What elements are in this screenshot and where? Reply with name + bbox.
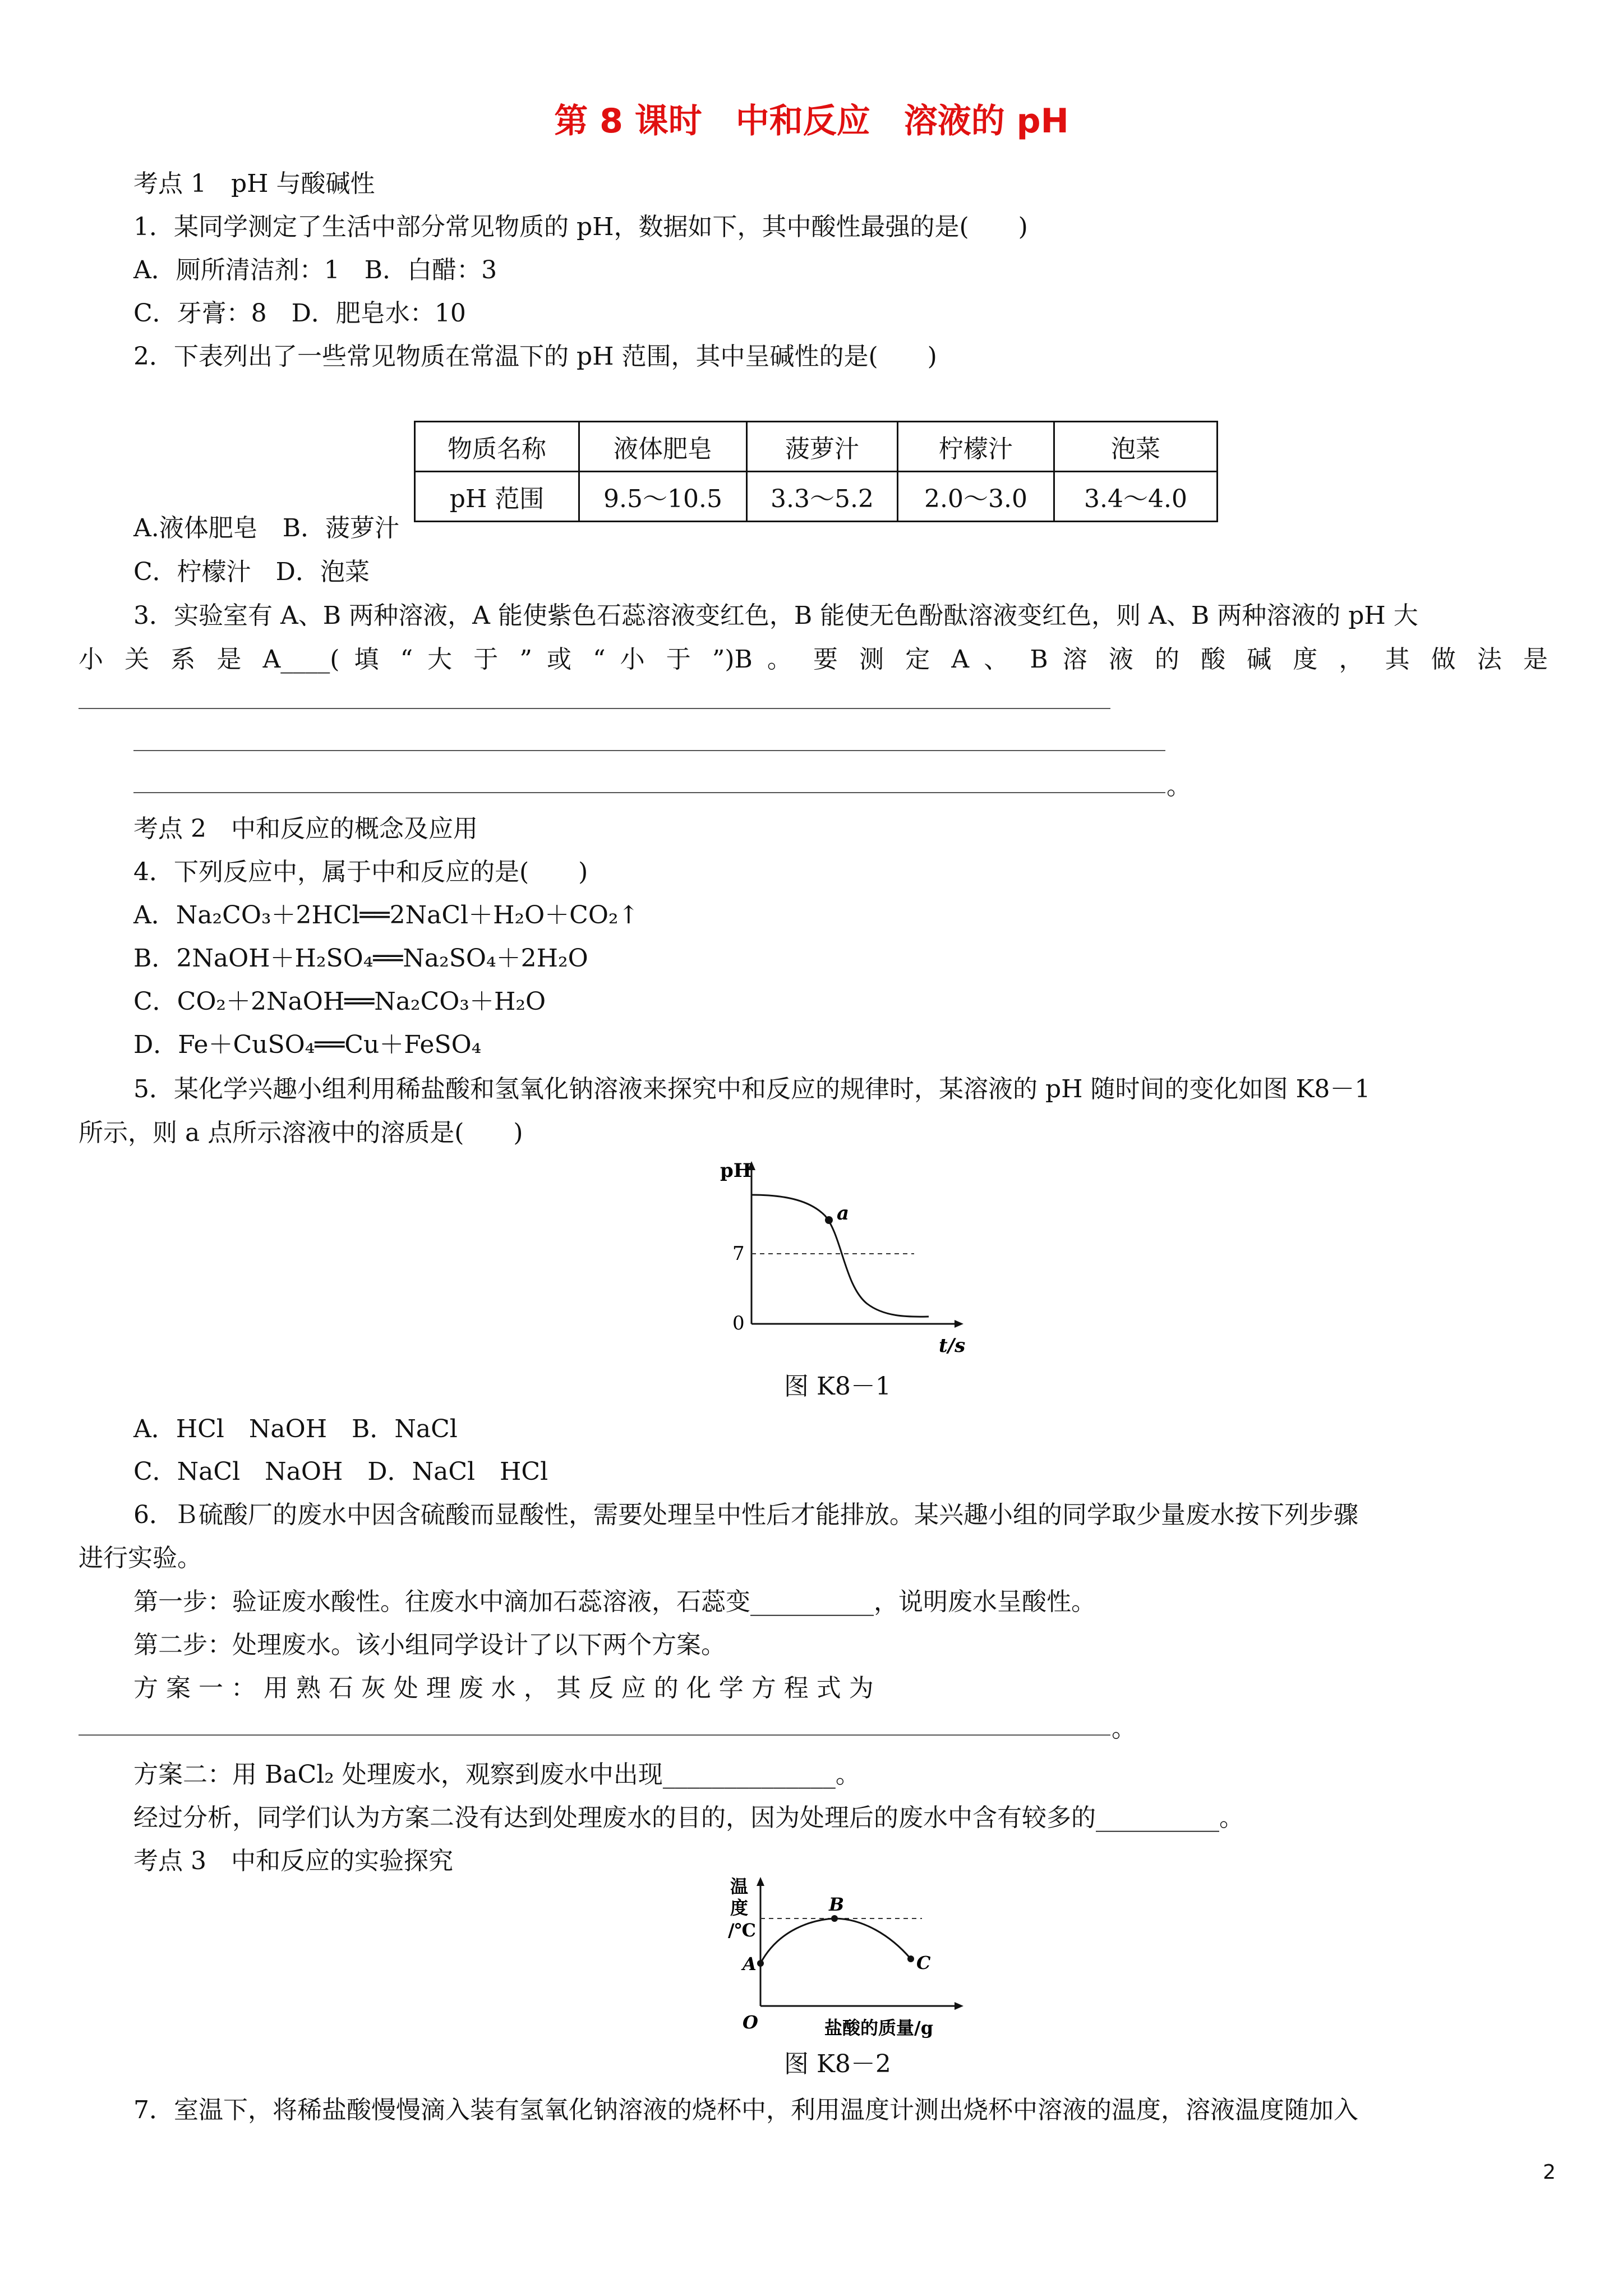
table-cell: 3.4～4.0 bbox=[1054, 472, 1218, 522]
q1-options-ab: A．厕所清洁剂：1 B．白醋：3 bbox=[133, 256, 497, 284]
q5-options-cd: C．NaCl NaOH D．NaCl HCl bbox=[133, 1457, 548, 1486]
origin-label: 0 bbox=[732, 1312, 745, 1335]
q7-line-1: 7．室温下，将稀盐酸慢慢滴入装有氢氧化钠溶液的烧杯中，利用温度计测出烧杯中溶液的温度，溶液温度随加入 bbox=[133, 2096, 1358, 2124]
table-cell: 2.0～3.0 bbox=[898, 472, 1054, 522]
figure-caption-k8-1: 图 K8－1 bbox=[784, 1372, 891, 1401]
y-axis-label: pH bbox=[720, 1159, 751, 1182]
ph-time-graph bbox=[704, 1157, 996, 1364]
x-axis-arrow bbox=[955, 2002, 963, 2010]
table-row-label: pH 范围 bbox=[415, 472, 579, 522]
q4-stem: 4．下列反应中，属于中和反应的是( ) bbox=[133, 858, 588, 886]
table-header-cell: 液体肥皂 bbox=[579, 422, 747, 472]
figure-caption-k8-2: 图 K8－2 bbox=[784, 2050, 891, 2078]
q4-option-b bbox=[133, 942, 588, 976]
point-a-label: A bbox=[743, 1953, 757, 1975]
table-header-cell: 菠萝汁 bbox=[747, 422, 898, 472]
x-axis-label: 盐酸的质量/g bbox=[824, 2017, 934, 2039]
q6-line-1: 6．Ｂ硫酸厂的废水中因含硫酸而显酸性，需要处理呈中性后才能排放。某兴趣小组的同学取少量废水按下列步骤 bbox=[133, 1501, 1358, 1529]
point-a-marker bbox=[757, 1960, 764, 1967]
q3-line-2: 小 关 系 是 A____( 填 “ 大 于 ” 或 “ 小 于 ”)B 。 要 测 定 A 、 B 溶 液 的 酸 碱 度 ， 其 做 法 是 bbox=[79, 645, 1548, 674]
q6-plan-2: 方案二：用 BaCl₂ 处理废水，观察到废水中出现______________。 bbox=[133, 1760, 860, 1789]
option-label: C． bbox=[133, 987, 177, 1016]
q3-end-mark: 。 bbox=[1166, 772, 1191, 800]
answer-blank-line bbox=[133, 792, 1165, 793]
x-axis-arrow bbox=[955, 1320, 963, 1328]
q6-analysis: 经过分析，同学们认为方案二没有达到处理废水的目的，因为处理后的废水中含有较多的__________。 bbox=[133, 1803, 1244, 1832]
temperature-graph bbox=[728, 1874, 986, 2042]
q4-option-c bbox=[133, 985, 546, 1019]
y-axis-label-line-3: /℃ bbox=[728, 1920, 757, 1941]
table-cell: 3.3～5.2 bbox=[747, 472, 898, 522]
ph-table-value-row bbox=[415, 472, 1218, 522]
point-b-marker bbox=[831, 1915, 838, 1922]
q5-options-ab: A．HCl NaOH B．NaCl bbox=[133, 1415, 458, 1443]
point-c-marker bbox=[907, 1955, 914, 1962]
table-cell: 9.5～10.5 bbox=[579, 472, 747, 522]
section-heading-2: 考点 2 中和反应的概念及应用 bbox=[133, 815, 478, 843]
q2-options-ab: A.液体肥皂 B．菠萝汁 bbox=[133, 514, 400, 542]
q5-line-1: 5．某化学兴趣小组利用稀盐酸和氢氧化钠溶液来探究中和反应的规律时，某溶液的 pH 随时间的变化如图 K8－1 bbox=[133, 1075, 1371, 1103]
chemical-equation: 2NaOH＋H₂SO₄══Na₂SO₄＋2H₂O bbox=[176, 944, 588, 973]
point-a-label: a bbox=[837, 1202, 850, 1225]
chemical-equation: CO₂＋2NaOH══Na₂CO₃＋H₂O bbox=[177, 987, 546, 1016]
answer-blank-line bbox=[79, 1734, 1110, 1736]
q2-options-cd: C．柠檬汁 D．泡菜 bbox=[133, 558, 370, 586]
q2-stem: 2．下表列出了一些常见物质在常温下的 pH 范围，其中呈碱性的是( ) bbox=[133, 342, 937, 371]
point-a-marker bbox=[825, 1216, 833, 1224]
y-axis-arrow bbox=[757, 1877, 764, 1886]
section-heading-3: 考点 3 中和反应的实验探究 bbox=[133, 1847, 453, 1875]
point-c-label: C bbox=[916, 1952, 931, 1973]
point-b-label: B bbox=[829, 1894, 845, 1915]
x-axis-label: t/s bbox=[939, 1335, 966, 1357]
chemical-equation: Na₂CO₃＋2HCl══2NaCl＋H₂O＋CO₂↑ bbox=[176, 901, 639, 930]
q4-option-d bbox=[133, 1028, 481, 1062]
chemical-equation: Fe＋CuSO₄══Cu＋FeSO₄ bbox=[178, 1030, 482, 1059]
q5-line-2: 所示，则 a 点所示溶液中的溶质是( ) bbox=[79, 1119, 523, 1147]
option-label: A． bbox=[133, 901, 176, 930]
table-header-cell: 泡菜 bbox=[1054, 422, 1218, 472]
q3-line-1: 3．实验室有 A、B 两种溶液，A 能使紫色石蕊溶液变红色，B 能使无色酚酞溶液变红色，则 A、B 两种溶液的 pH 大 bbox=[133, 601, 1418, 630]
q6-step-2: 第二步：处理废水。该小组同学设计了以下两个方案。 bbox=[133, 1631, 726, 1659]
q6-plan-1: 方 案 一 ： 用 熟 石 灰 处 理 废 水 ， 其 反 应 的 化 学 方 程 式 为 bbox=[133, 1674, 874, 1703]
page-number: 2 bbox=[1543, 2161, 1556, 2184]
option-label: D． bbox=[133, 1030, 178, 1059]
option-label: B． bbox=[133, 944, 177, 973]
q4-option-a bbox=[133, 899, 639, 932]
q6-line-2: 进行实验。 bbox=[79, 1544, 202, 1572]
q1-stem: 1．某同学测定了生活中部分常见物质的 pH，数据如下，其中酸性最强的是( ) bbox=[133, 213, 1028, 241]
ph-table bbox=[414, 421, 1218, 522]
temperature-curve bbox=[760, 1918, 911, 1963]
table-header-cell: 柠檬汁 bbox=[898, 422, 1054, 472]
table-header-cell: 物质名称 bbox=[415, 422, 579, 472]
ph-table-header-row bbox=[415, 422, 1218, 472]
lesson-title: 第 8 课时 中和反应 溶液的 pH bbox=[554, 102, 1069, 141]
y-axis-label-line-2: 度 bbox=[730, 1897, 749, 1918]
q6-step-1: 第一步：验证废水酸性。往废水中滴加石蕊溶液，石蕊变__________，说明废水呈酸性。 bbox=[133, 1588, 1096, 1616]
origin-label: O bbox=[743, 2012, 758, 2033]
q1-options-cd: C．牙膏：8 D．肥皂水：10 bbox=[133, 299, 466, 328]
y-axis-label-line-1: 温 bbox=[730, 1876, 749, 1897]
tick-label-7: 7 bbox=[732, 1243, 745, 1265]
section-heading-1: 考点 1 pH 与酸碱性 bbox=[133, 169, 375, 198]
answer-blank-line bbox=[133, 750, 1165, 751]
answer-blank-line bbox=[79, 708, 1110, 709]
q6-plan-1-end: 。 bbox=[1112, 1714, 1136, 1743]
